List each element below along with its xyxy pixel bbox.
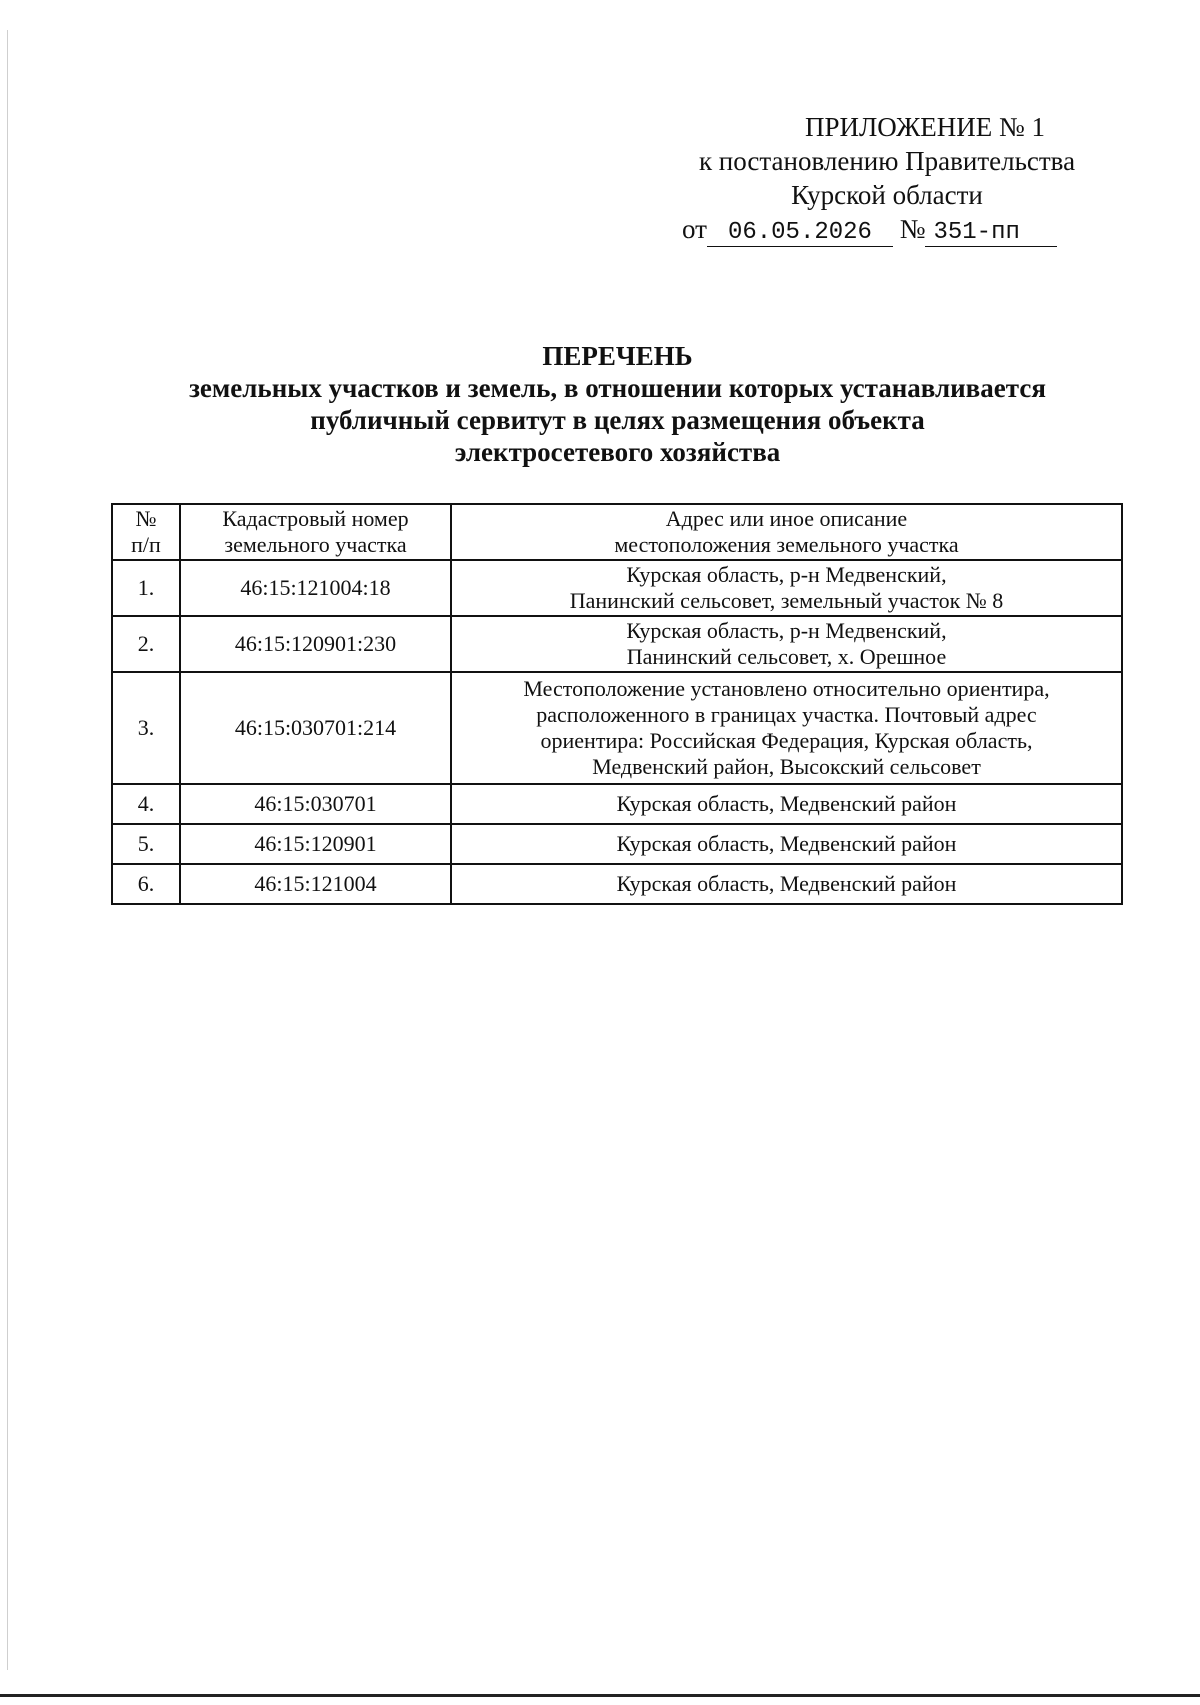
resolution-number: 351-пп (925, 220, 1057, 247)
address-line: Курская область, р-н Медвенский, (626, 562, 947, 587)
row-number: 2. (112, 616, 180, 672)
address-line: Курская область, р-н Медвенский, (626, 618, 947, 643)
heading-title: ПЕРЕЧЕНЬ (542, 341, 693, 371)
address-line: Панинский сельсовет, земельный участок № 8 (569, 588, 1004, 613)
cadastral-number: 46:15:121004:18 (180, 560, 451, 616)
header-cadastral: Кадастровый номер земельного участка (180, 504, 451, 560)
table-body (112, 560, 1122, 904)
cadastral-number: 46:15:030701:214 (180, 672, 451, 784)
heading-line-2: публичный сервитут в целях размещения объекта (310, 405, 925, 435)
cadastral-number: 46:15:120901 (180, 824, 451, 864)
row-number: 3. (112, 672, 180, 784)
plot-address (451, 784, 1122, 824)
plot-address (451, 560, 1122, 616)
address-line: Панинский сельсовет, х. Орешное (626, 644, 947, 669)
address-line: Местоположение установлено относительно ориентира, (523, 676, 1050, 701)
header-address: Адрес или иное описание местоположения земельного участка (451, 504, 1122, 560)
address-line: Курская область, Медвенский район (616, 791, 957, 816)
address-line: Курская область, Медвенский район (616, 871, 957, 896)
row-number: 6. (112, 864, 180, 904)
address-line: ориентира: Российская Федерация, Курская область, (540, 728, 1033, 753)
plot-address (451, 824, 1122, 864)
table-row (112, 560, 1122, 616)
table-row (112, 672, 1122, 784)
document-heading (0, 340, 1200, 468)
address-line: Курская область, Медвенский район (616, 831, 957, 856)
date-prefix: от (682, 214, 707, 244)
row-number: 4. (112, 784, 180, 824)
plot-address (451, 864, 1122, 904)
heading-line-3: электросетевого хозяйства (454, 437, 781, 467)
page-edge-line (7, 30, 8, 1670)
table-row (112, 864, 1122, 904)
resolution-date: 06.05.2026 (707, 220, 893, 247)
header-number: № п/п (112, 504, 180, 560)
plot-address (451, 672, 1122, 784)
annex-date-row (667, 212, 1107, 247)
annex-block (667, 110, 1107, 247)
table-row (112, 784, 1122, 824)
table-header-row (112, 504, 1122, 560)
table-row (112, 824, 1122, 864)
cadastral-number: 46:15:121004 (180, 864, 451, 904)
address-line: Медвенский район, Высокский сельсовет (592, 754, 981, 779)
annex-resolution-line: к постановлению Правительства (698, 146, 1076, 176)
row-number: 5. (112, 824, 180, 864)
row-number: 1. (112, 560, 180, 616)
table-row (112, 616, 1122, 672)
land-plots-table (111, 503, 1123, 905)
annex-region-line: Курской области (791, 180, 983, 210)
cadastral-number: 46:15:120901:230 (180, 616, 451, 672)
number-prefix: № (899, 214, 926, 244)
page-bottom-edge (0, 1694, 1200, 1697)
heading-line-1: земельных участков и земель, в отношении которых устанавливается (189, 373, 1046, 403)
annex-title: ПРИЛОЖЕНИЕ № 1 (804, 112, 1046, 142)
cadastral-number: 46:15:030701 (180, 784, 451, 824)
address-line: расположенного в границах участка. Почтовый адрес (536, 702, 1037, 727)
plot-address (451, 616, 1122, 672)
